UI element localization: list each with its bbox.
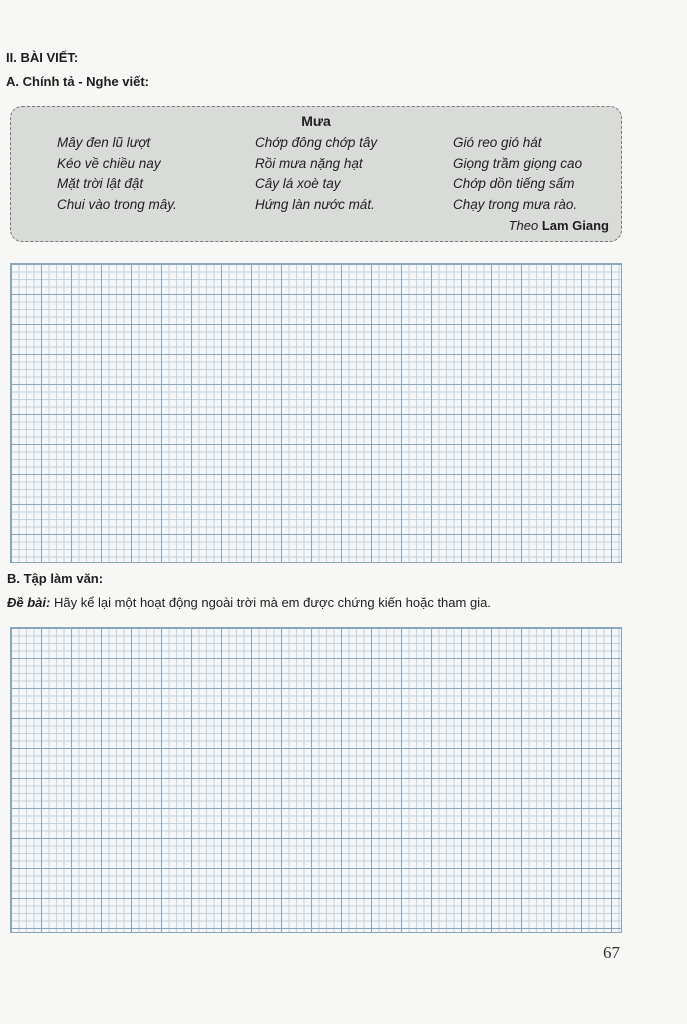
dictation-writing-grid[interactable] <box>10 263 622 563</box>
attribution-prefix: Theo <box>508 218 539 233</box>
poem-stanza-3 <box>453 133 582 215</box>
poem-line: Rồi mưa nặng hạt <box>255 155 363 171</box>
poem-line: Hứng làn nước mát. <box>255 196 375 212</box>
poem-author: Lam Giang <box>541 218 609 233</box>
poem-line: Gió reo gió hát <box>453 135 542 150</box>
poem-line: Kéo về chiều nay <box>57 155 161 171</box>
poem-line: Mặt trời lật đật <box>57 176 144 191</box>
part-a-heading: A. Chính tả - Nghe viết: <box>6 74 149 89</box>
poem-line: Giọng trầm giọng cao <box>453 155 583 171</box>
poem-line: Chớp đông chớp tây <box>255 135 378 150</box>
poem-stanza-1 <box>57 133 177 215</box>
poem-line: Chớp dồn tiếng sấm <box>453 176 575 191</box>
poem-stanza-2 <box>255 133 377 215</box>
page-number: 67 <box>603 943 620 962</box>
poem-attribution <box>509 218 609 233</box>
section-heading: II. BÀI VIẾT: <box>6 50 79 65</box>
poem-line: Cây lá xoè tay <box>255 176 341 191</box>
prompt-label: Đề bài: <box>7 595 51 610</box>
essay-writing-grid[interactable] <box>10 627 622 933</box>
essay-prompt <box>7 595 491 610</box>
prompt-text: Hãy kể lại một hoạt động ngoài trời mà em được chứng kiến hoặc tham gia. <box>53 595 491 610</box>
poem-line: Chui vào trong mây. <box>57 196 177 212</box>
poem-line: Mây đen lũ lượt <box>57 135 151 150</box>
poem-line: Chạy trong mưa rào. <box>453 196 578 212</box>
part-b-heading: B. Tập làm văn: <box>7 571 104 586</box>
poem-box <box>10 106 622 242</box>
poem-title: Mưa <box>301 113 331 129</box>
